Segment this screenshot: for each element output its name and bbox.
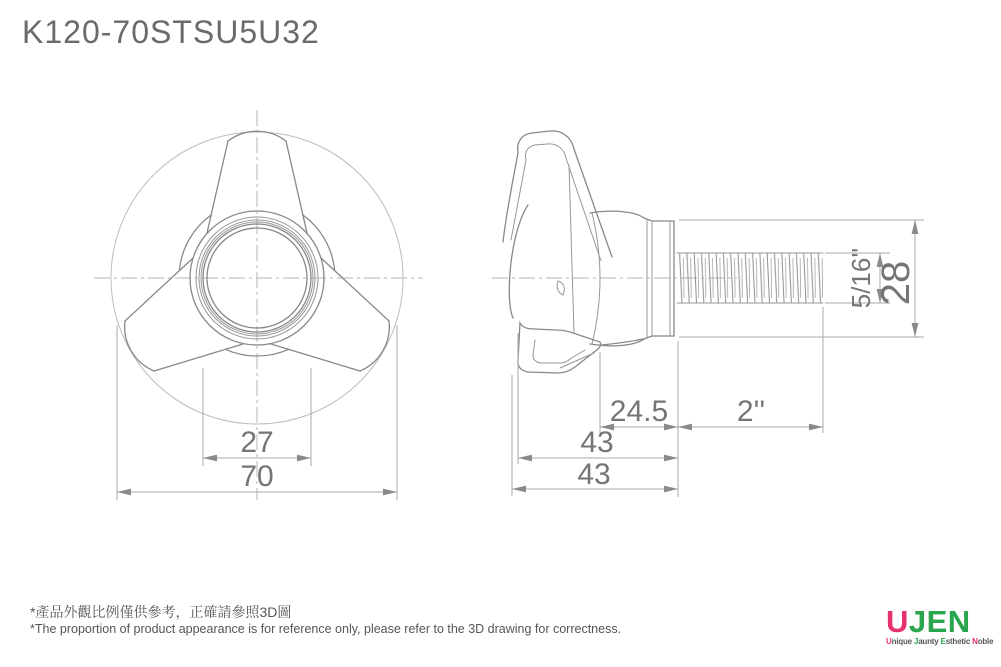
dim-arrow [383, 489, 397, 496]
dim-arrow [512, 486, 526, 493]
dim-text-knob-inner: 27 [240, 426, 274, 459]
side-wing-left-edge [503, 153, 518, 242]
front-valley-arc [179, 215, 211, 270]
side-hub-top-edge [590, 211, 674, 221]
side-wing-tip [518, 131, 574, 153]
front-wing-tip-left [125, 321, 154, 371]
tagline-segment: oble [977, 637, 994, 646]
tagline-segment: E [940, 637, 946, 646]
dim-arrow [117, 489, 131, 496]
front-wing-edge [321, 258, 389, 321]
front-valley-arc [303, 215, 335, 270]
dim-text-flange-dia: 28 [874, 260, 918, 306]
side-wing-inner-tip [525, 144, 566, 160]
dim-arrow [203, 455, 217, 462]
dim-arrow [912, 323, 919, 337]
dim-arrow [518, 455, 532, 462]
front-wing-edge [271, 344, 360, 371]
side-rim-arc [509, 205, 528, 318]
side-chamfer-detail [557, 281, 564, 295]
logo-letters-jen: JEN [908, 604, 971, 639]
logo-letter-u: U [886, 604, 909, 639]
side-wing-face-edge [569, 165, 574, 333]
dim-text-neck-length: 24.5 [609, 395, 669, 428]
dim-arrow [678, 424, 692, 431]
footnote-english: *The proportion of product appearance is for reference only, please refer to the 3D drawing for correctness. [30, 622, 622, 636]
tagline-segment: U [886, 637, 892, 646]
part-number-title: K120-70STSU5U32 [22, 14, 320, 50]
tagline-segment: aunty [918, 637, 941, 646]
side-lower-lobe-inner [533, 340, 585, 363]
side-lower-lobe-outline [518, 323, 601, 373]
dim-text-knob-outer: 70 [240, 460, 274, 493]
ujen-tagline [886, 638, 996, 646]
dim-text-body-length-lower: 43 [577, 458, 611, 491]
footnote-chinese: *產品外觀比例僅供參考，正確請參照3D圖 [30, 604, 292, 620]
dim-text-thread-dia: 5/16'' [846, 247, 876, 309]
dim-arrow [664, 486, 678, 493]
tagline-segment: nique [891, 637, 914, 646]
front-wing-edge [125, 258, 193, 321]
dim-arrow [809, 424, 823, 431]
ujen-logo-text [886, 606, 996, 637]
tagline-segment: J [913, 637, 919, 646]
ujen-logo [886, 606, 996, 646]
side-wing-right-edge [574, 149, 612, 257]
dim-text-thread-length: 2'' [736, 395, 766, 428]
front-wing-tip-right [360, 321, 389, 371]
thread-texture [677, 253, 823, 303]
dim-arrow [912, 220, 919, 234]
dim-arrow [664, 455, 678, 462]
dim-arrow [297, 455, 311, 462]
side-wing-inner-edge [511, 160, 526, 240]
tagline-segment: N [972, 637, 978, 646]
dim-text-body-length-upper: 43 [580, 426, 614, 459]
front-wing-edge [154, 344, 243, 371]
tagline-segment: sthetic [945, 637, 973, 646]
